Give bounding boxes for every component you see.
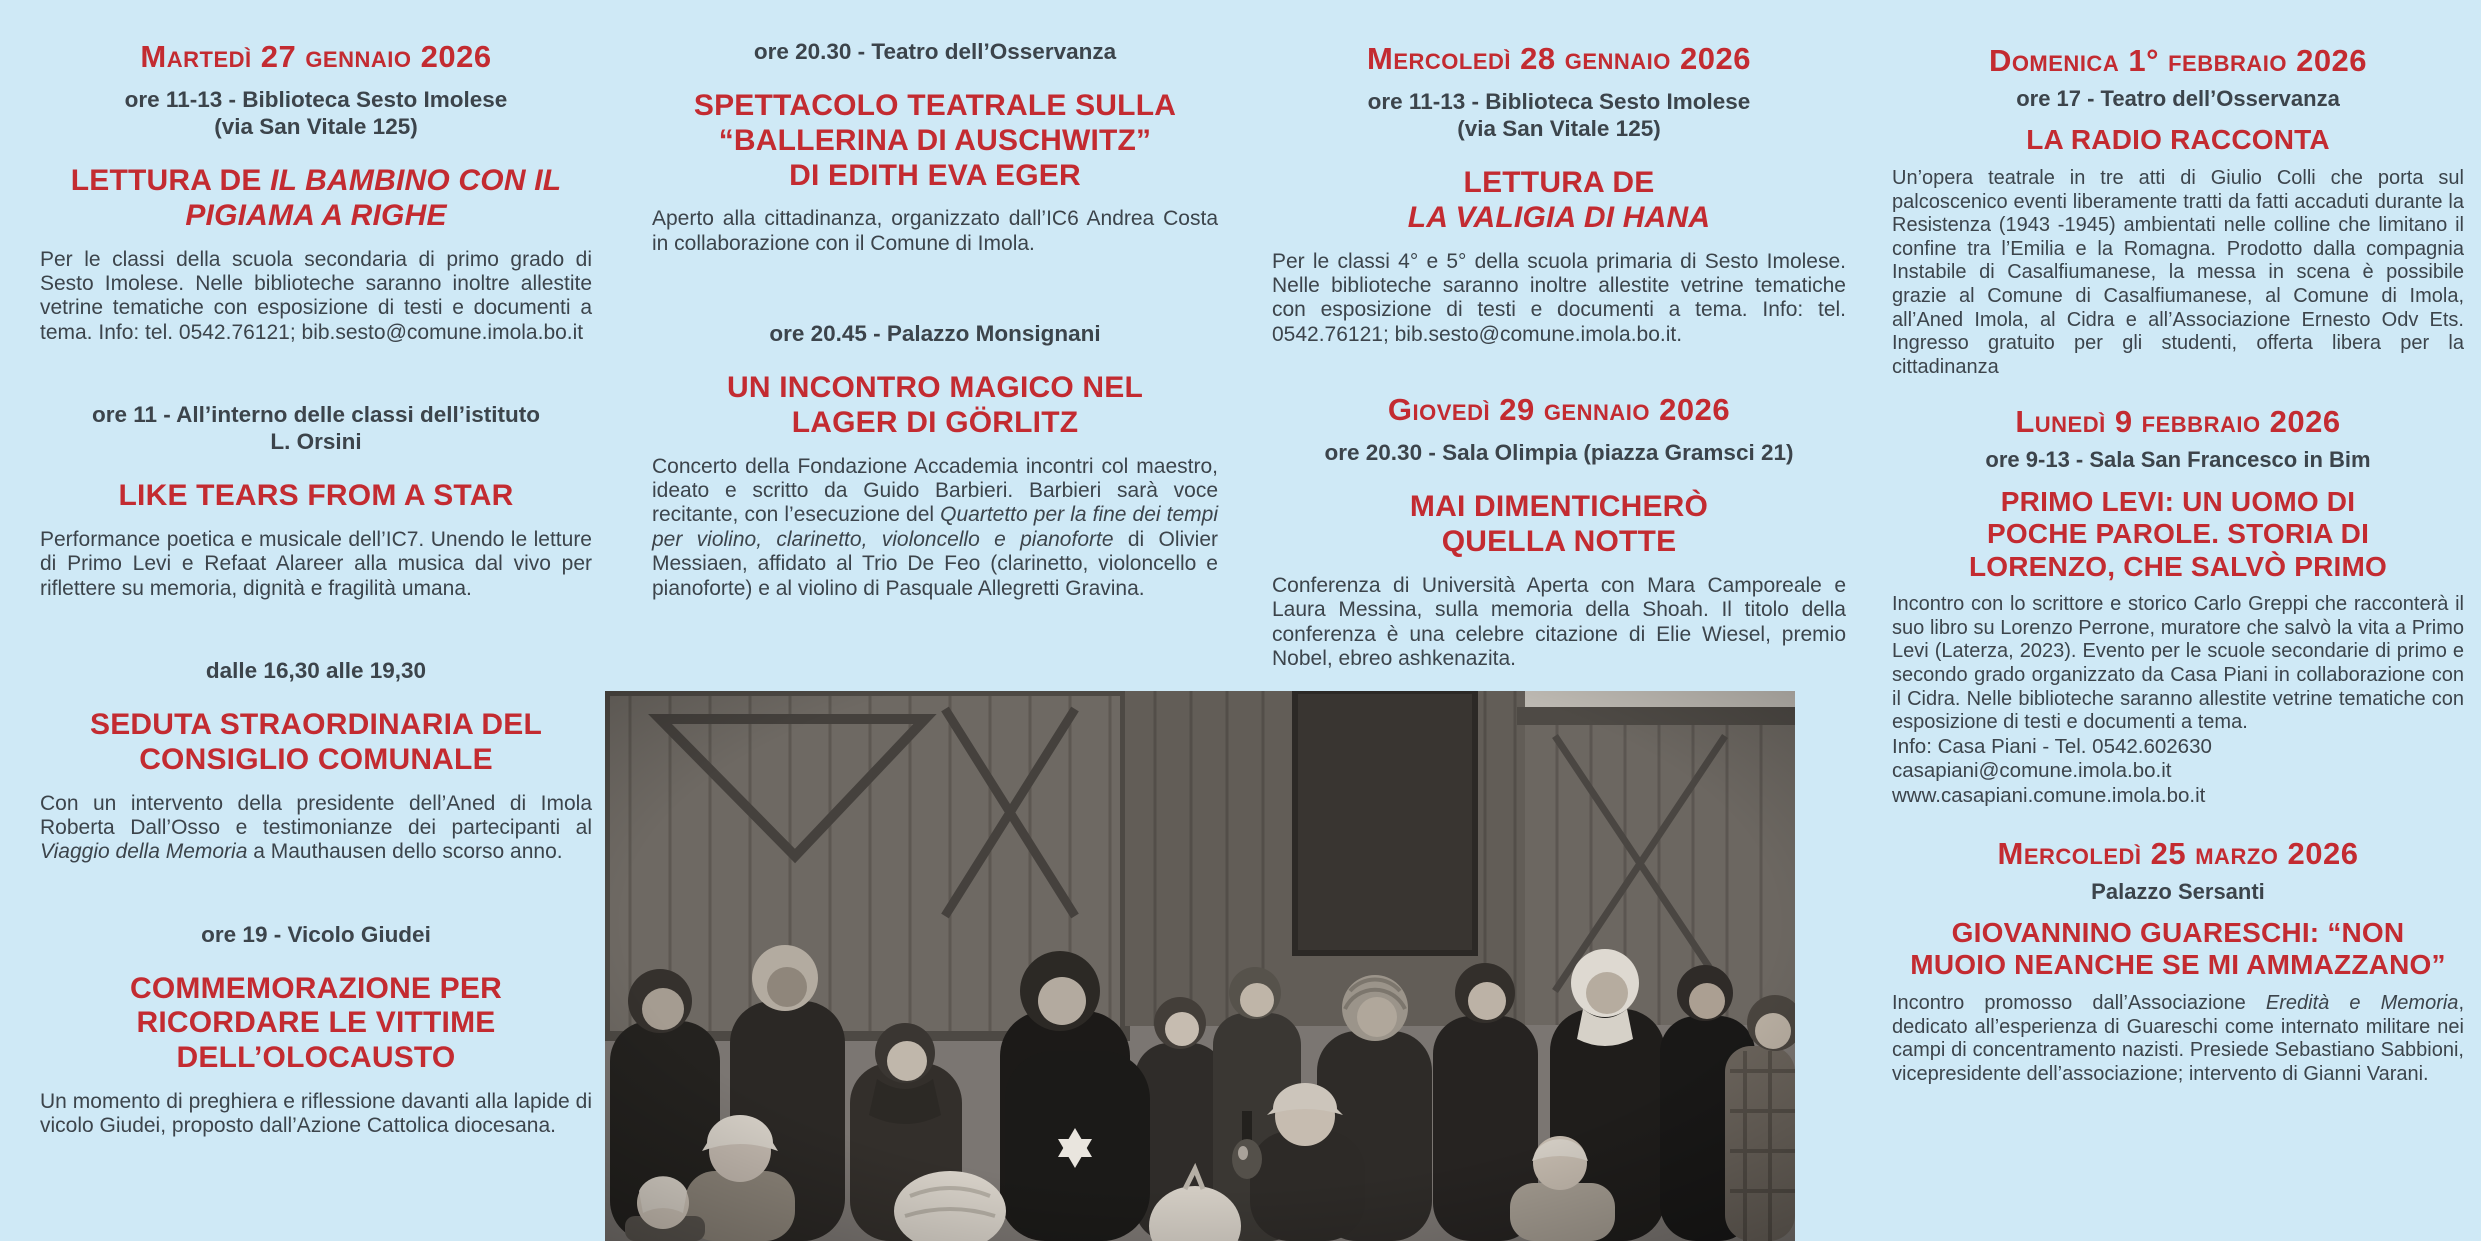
contact-website: www.casapiani.comune.imola.bo.it [1892,783,2206,807]
event-venue: ore 17 - Teatro dell’Osservanza [2016,86,2340,112]
contact-phone: Info: Casa Piani - Tel. 0542.602630 [1892,734,2212,758]
event-venue: ore 20.45 - Palazzo Monsignani [769,321,1101,347]
event-description: Performance poetica e musicale dell’IC7. Unendo le letture di Primo Levi e Refaat Alareer alla musica dal vivo per riflettere su memoria, dignità e fragilità umana. [40,527,592,600]
event-block [652,38,1218,256]
column-2 [652,0,1218,601]
event-description: Incontro promosso dall’Associazione Eredità e Memoria, dedicato all’esperienza di Guareschi come internato militare nei campi di concentramento nazisti. Presiede Sebastiano Sabbioni, vicepresidente dell’associazione; intervento di Gianni Varani. [1892,991,2464,1085]
event-description: Incontro con lo scrittore e storico Carlo Greppi che racconterà il suo libro su Lorenzo Perrone, muratore che salvò la vita a Primo Levi (Laterza, 2023). Evento per le scuole secondarie di primo e secondo grado organizzato da Casa Piani in collaborazione con il Cidra. Nelle biblioteche saranno allestite vetrine tematiche con esposizione di testi e documenti a tema. [1892,593,2464,734]
event-date: Domenica 1° febbraio 2026 [1988,43,2368,78]
event-block [1892,405,2464,808]
event-venue: ore 11-13 - Biblioteca Sesto Imolese (via San Vitale 125) [1367,89,1751,142]
event-date: Mercoledì 28 gennaio 2026 [1367,41,1751,76]
event-description: Un momento di preghiera e riflessione davanti alla lapide di vicolo Giudei, proposto dall’Azione Cattolica diocesana. [40,1090,592,1138]
event-title: GIOVANNINO GUARESCHI: “NON MUOIO NEANCHE SE MI AMMAZZANO” [1910,917,2446,981]
event-date: Mercoledì 25 marzo 2026 [1997,835,2359,871]
event-block [40,40,592,345]
event-title: LA RADIO RACCONTA [2026,124,2330,156]
event-title: LIKE TEARS FROM A STAR [118,479,514,513]
event-block [1272,42,1846,347]
historical-deportation-photo [605,691,1795,1241]
event-block [1272,393,1846,671]
event-date: Giovedì 29 gennaio 2026 [1387,392,1731,428]
event-venue: ore 19 - Vicolo Giudei [201,921,431,947]
event-date: Lunedì 9 febbraio 2026 [2015,404,2341,440]
event-venue: Palazzo Sersanti [2091,878,2265,904]
event-title: COMMEMORAZIONE PER RICORDARE LE VITTIME DELL’OLOCAUSTO [130,971,502,1075]
event-block [40,401,592,601]
event-venue: ore 9-13 - Sala San Francesco in Bim [1985,447,2371,473]
event-date: Martedì 27 gennaio 2026 [140,39,492,74]
contact-email: casapiani@comune.imola.bo.it [1892,759,2172,783]
event-title: SEDUTA STRAORDINARIA DEL CONSIGLIO COMUNALE [89,708,543,776]
event-description: Con un intervento della presidente dell’Aned di Imola Roberta Dall’Osso e testimonianze dei partecipanti al Viaggio della Memoria a Mauthausen dello scorso anno. [40,791,592,864]
event-title: LETTURA DE IL BAMBINO CON IL PIGIAMA A RIGHE [70,164,562,232]
event-venue: ore 20.30 - Teatro dell’Osservanza [753,39,1117,64]
event-venue: dalle 16,30 alle 19,30 [205,658,427,683]
event-venue: ore 11 - All’interno delle classi dell’istituto L. Orsini [91,402,541,455]
event-description: Per le classi 4° e 5° della scuola primaria di Sesto Imolese. Nelle biblioteche saranno inoltre allestite vetrine tematiche con esposizione di testi e documenti a tema. Info: tel. 0542.76121; bib.sesto@comune.imola.bo.it. [1272,249,1846,346]
event-description: Conferenza di Università Aperta con Mara Camporeale e Laura Messina, sulla memoria della Shoah. Il titolo della conferenza è una celebre citazione di Elie Wiesel, premio Nobel, ebreo ashkenazita. [1272,573,1846,670]
event-contact-info [1892,735,2464,809]
event-description: Concerto della Fondazione Accademia incontri col maestro, ideato e scritto da Guido Barbieri. Barbieri sarà voce recitante, con l’esecuzione del Quartetto per la fine dei tempi per violino, clarinetto, violoncello e pianoforte di Olivier Messiaen, affidato al Trio De Feo (clarinetto, violoncello e pianoforte) e al violino di Pasquale Allegretti Gravina. [652,454,1218,600]
column-3 [1272,0,1846,671]
event-block [652,320,1218,601]
event-title: SPETTACOLO TEATRALE SULLA “BALLERINA DI AUSCHWITZ” DI EDITH EVA EGER [693,89,1177,192]
event-venue: ore 11-13 - Biblioteca Sesto Imolese (via San Vitale 125) [124,87,508,140]
event-title: LETTURA DE LA VALIGIA DI HANA [1407,166,1711,234]
event-venue: ore 20.30 - Sala Olimpia (piazza Gramsci 21) [1324,440,1794,466]
event-title: UN INCONTRO MAGICO NEL LAGER DI GÖRLITZ [726,371,1144,439]
event-block [1892,837,2464,1087]
event-block [40,657,592,865]
event-block [40,921,592,1139]
deportation-photo-illustration [605,691,1795,1241]
event-description: Un’opera teatrale in tre atti di Giulio Colli che porta sul palcoscenico eventi liberamente tratti da fatti accaduti durante la Resistenza (1943 -1945) ambientati nelle colline che limitano il confine tra l’Emilia e la Romagna. Prodotto dalla compagnia Instabile di Casalfiumanese, la messa in scena è possibile grazie al Comune di Casalfiumanese, al Comune di Imola, all’Aned Imola, al Cidra e all’Associazione Ernesto Odv Ets. Ingresso gratuito per gli studenti, offerta libera per la cittadinanza [1892,166,2464,378]
event-description: Aperto alla cittadinanza, organizzato dall’IC6 Andrea Costa in collaborazione con il Comune di Imola. [652,207,1218,255]
event-block [1892,44,2464,379]
column-4 [1892,0,2464,1086]
event-title: MAI DIMENTICHERÒ QUELLA NOTTE [1409,490,1709,559]
event-description: Per le classi della scuola secondaria di primo grado di Sesto Imolese. Nelle biblioteche saranno inoltre allestite vetrine tematiche con esposizione di testi e documenti a tema. Info: tel. 0542.76121; bib.sesto@comune.imola.bo.it [40,247,592,344]
column-1 [40,0,592,1139]
event-title: PRIMO LEVI: UN UOMO DI POCHE PAROLE. STORIA DI LORENZO, CHE SALVÒ PRIMO [1968,485,2388,582]
